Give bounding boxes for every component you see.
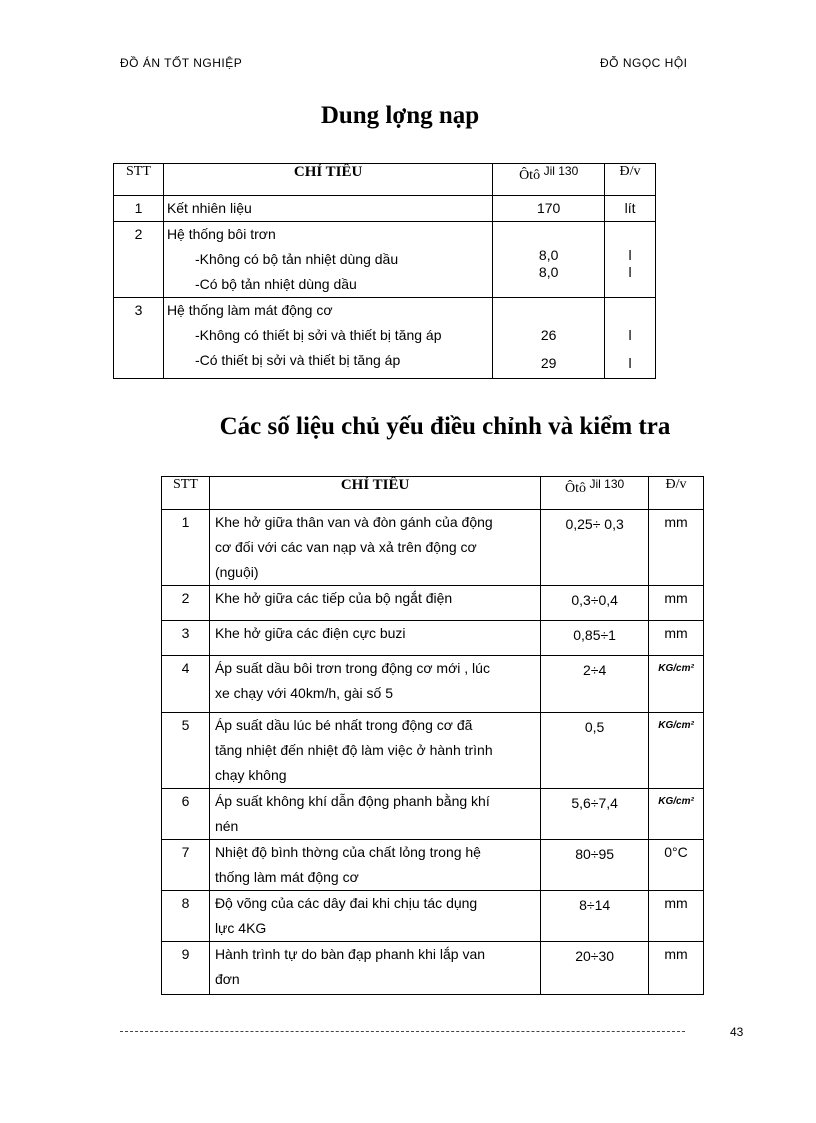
header-dv: Đ/v [649,477,704,510]
header-dv: Đ/v [605,164,656,196]
table-row: 9 Hành trình tự do bàn đạp phanh khi lắp van đơn 20÷30 mm [162,942,704,995]
table-row: 8 Độ võng của các dây đai khi chịu tác dụng lực 4KG 8÷14 mm [162,891,704,942]
header-chi-tieu: CHỈ TIÊU [209,477,540,510]
table-row: 4 Áp suất dầu bôi trơn trong động cơ mới , lúc xe chạy với 40km/h, gài số 5 2÷4 KG/cm² [162,656,704,713]
table-row: 7 Nhiệt độ bình thờng của chất lỏng trong hệ thống làm mát động cơ 80÷95 0°C [162,840,704,891]
table-row: 2 Khe hở giữa các tiếp của bộ ngắt điện 0,3÷0,4 mm [162,586,704,621]
table1-title: Dung lợng nạp [320,102,480,129]
table-row: 1 Khe hở giữa thân van và đòn gánh của động cơ đối với các van nạp và xả trên động cơ (nguội) 0,25÷ 0,3 mm [162,510,704,586]
footer-divider [120,1031,685,1032]
header-stt: STT [162,477,210,510]
table-row: 5 Áp suất dầu lúc bé nhất trong động cơ đã tăng nhiệt đến nhiệt độ làm việc ở hành trình chạy không 0,5 KG/cm² [162,713,704,789]
capacity-table [113,163,656,379]
table-row: 2 Hệ thống bôi trơn -Không có bộ tản nhiệt dùng dầu -Có bộ tản nhiệt dùng dầu 8,0 8,0 l l [114,222,656,298]
header-oto: Ôtô Jil 130 [541,477,649,510]
table-row: 3 Khe hở giữa các điện cực buzi 0,85÷1 mm [162,621,704,656]
page-number: 43 [730,1025,744,1039]
header-chi-tieu: CHỈ TIÊU [163,164,492,196]
table-row: 1 Kết nhiên liệu 170 lít [114,196,656,222]
header-left: ĐỒ ÁN TỐT NGHIỆP [120,56,243,70]
header-stt: STT [114,164,164,196]
table2-title: Các số liệu chủ yếu điều chỉnh và kiểm tra [219,413,671,440]
header-right: ĐỖ NGỌC HỘI [600,56,688,70]
table-row: 3 Hệ thống làm mát động cơ -Không có thiết bị sởi và thiết bị tăng áp -Có thiết bị sởi và thiết bị tăng áp 26 29 l l [114,298,656,379]
header-oto: Ôtô Jil 130 [493,164,605,196]
adjustment-table [161,476,704,995]
table-row: 6 Áp suất không khí dẫn động phanh bằng khí nén 5,6÷7,4 KG/cm² [162,789,704,840]
